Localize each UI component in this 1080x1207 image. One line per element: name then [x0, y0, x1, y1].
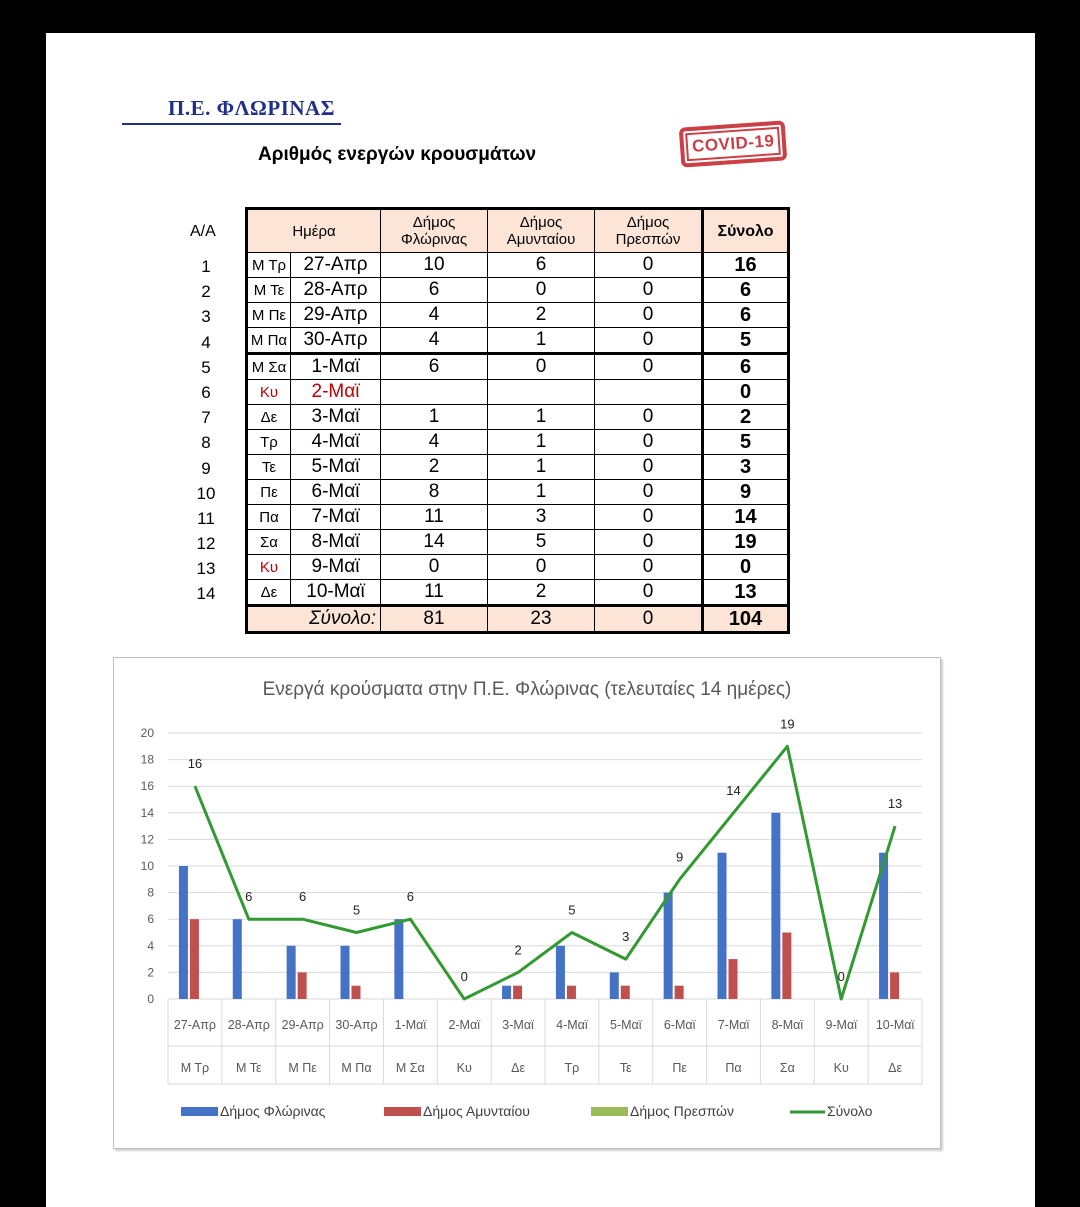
table-row — [247, 530, 789, 555]
region-title: Π.Ε. ΦΛΩΡΙΝΑΣ — [122, 96, 341, 125]
row-date: 1-Μαϊ — [291, 354, 381, 380]
aa-number: 4 — [201, 332, 211, 352]
x-tick-day-label: Μ Πα — [341, 1061, 372, 1075]
row-amyntaio: 0 — [488, 354, 595, 380]
y-tick-label: 6 — [147, 912, 154, 927]
x-tick-label: 7-Μαϊ — [717, 1018, 750, 1032]
y-tick-label: 14 — [140, 805, 154, 820]
bar-florina — [394, 919, 403, 999]
row-amyntaio: 1 — [488, 430, 595, 455]
row-florina: 4 — [381, 303, 488, 328]
aa-number: 6 — [201, 382, 211, 402]
row-total: 13 — [703, 580, 789, 606]
row-prespes: 0 — [595, 303, 703, 328]
x-tick-day-label: Τρ — [564, 1061, 580, 1075]
table-row — [247, 505, 789, 530]
bar-florina — [341, 946, 350, 999]
bar-amyntaio — [190, 919, 199, 999]
row-date: 7-Μαϊ — [291, 505, 381, 530]
row-total: 5 — [703, 328, 789, 354]
row-prespes: 0 — [595, 505, 703, 530]
bar-amyntaio — [675, 986, 684, 999]
row-florina: 6 — [381, 278, 488, 303]
table-row — [247, 580, 789, 606]
row-prespes: 0 — [595, 354, 703, 380]
row-date: 29-Απρ — [291, 303, 381, 328]
row-amyntaio: 1 — [488, 328, 595, 354]
table-subtitle: Αριθμός ενεργών κρουσμάτων — [258, 144, 537, 165]
row-amyntaio: 2 — [488, 303, 595, 328]
header-florina: Δήμος Φλώρινας — [381, 209, 488, 253]
row-prespes: 0 — [595, 530, 703, 555]
total-florina: 81 — [381, 606, 488, 633]
chart-title: Ενεργά κρούσματα στην Π.Ε. Φλώρινας (τελευταίες 14 ημέρες) — [262, 679, 792, 700]
row-date: 9-Μαϊ — [291, 555, 381, 580]
x-tick-label: 30-Απρ — [335, 1018, 378, 1032]
row-prespes — [595, 380, 703, 405]
total-data-label: 13 — [887, 796, 903, 812]
header-prespes: Δήμος Πρεσπών — [595, 209, 703, 253]
total-data-label: 6 — [406, 889, 414, 905]
row-florina: 11 — [381, 580, 488, 606]
table-row — [247, 328, 789, 354]
table-row — [247, 405, 789, 430]
bar-florina — [610, 972, 619, 999]
x-tick-day-label: Πα — [725, 1061, 742, 1075]
row-florina: 10 — [381, 253, 488, 278]
row-florina: 4 — [381, 328, 488, 354]
total-amyntaio: 23 — [488, 606, 595, 633]
row-florina: 6 — [381, 354, 488, 380]
row-prespes: 0 — [595, 328, 703, 354]
totals-label: Σύνολο: — [247, 606, 381, 633]
row-florina: 8 — [381, 480, 488, 505]
x-tick-day-label: Κυ — [456, 1061, 472, 1075]
row-day: Δε — [247, 580, 291, 606]
x-tick-label: 1-Μαϊ — [394, 1018, 427, 1032]
x-tick-day-label: Κυ — [833, 1061, 849, 1075]
grand-total: 104 — [703, 606, 789, 633]
total-data-label: 6 — [299, 889, 307, 905]
x-tick-day-label: Μ Πε — [288, 1061, 317, 1075]
row-total: 6 — [703, 278, 789, 303]
aa-number: 10 — [196, 483, 216, 503]
legend-label: Σύνολο — [827, 1103, 873, 1119]
total-data-label: 9 — [676, 849, 684, 865]
row-date: 8-Μαϊ — [291, 530, 381, 555]
row-day: Δε — [247, 405, 291, 430]
row-florina: 11 — [381, 505, 488, 530]
bar-amyntaio — [352, 986, 361, 999]
row-date: 30-Απρ — [291, 328, 381, 354]
bar-florina — [179, 866, 188, 999]
x-tick-label: 2-Μαϊ — [448, 1018, 480, 1032]
x-tick-label: 27-Απρ — [173, 1018, 216, 1032]
bar-florina — [287, 946, 296, 999]
row-amyntaio: 3 — [488, 505, 595, 530]
row-day: Μ Τε — [247, 278, 291, 303]
bar-florina — [664, 893, 673, 999]
aa-number: 2 — [201, 282, 211, 302]
table-row — [247, 555, 789, 580]
y-tick-label: 12 — [140, 832, 154, 847]
row-day: Κυ — [247, 380, 291, 405]
x-tick-label: 8-Μαϊ — [771, 1018, 804, 1032]
row-date: 4-Μαϊ — [291, 430, 381, 455]
legend-label: Δήμος Πρεσπών — [630, 1103, 734, 1119]
x-tick-day-label: Μ Τε — [236, 1061, 262, 1075]
aa-number: 14 — [196, 584, 216, 604]
row-date: 5-Μαϊ — [291, 455, 381, 480]
x-tick-label: 28-Απρ — [227, 1018, 270, 1032]
row-florina: 2 — [381, 455, 488, 480]
row-florina: 0 — [381, 555, 488, 580]
bar-florina — [771, 813, 780, 999]
x-tick-day-label: Πε — [672, 1061, 687, 1075]
row-prespes: 0 — [595, 455, 703, 480]
row-prespes: 0 — [595, 555, 703, 580]
total-data-label: 2 — [514, 942, 522, 958]
y-tick-label: 2 — [147, 965, 154, 980]
aa-number: 7 — [201, 408, 211, 428]
x-tick-day-label: Σα — [779, 1061, 795, 1075]
bar-amyntaio — [567, 986, 576, 999]
row-amyntaio: 1 — [488, 455, 595, 480]
row-day: Πε — [247, 480, 291, 505]
row-day: Μ Πα — [247, 328, 291, 354]
row-total: 9 — [703, 480, 789, 505]
aa-number: 9 — [201, 458, 211, 478]
table-row — [247, 455, 789, 480]
y-tick-label: 0 — [147, 992, 154, 1006]
y-tick-label: 4 — [147, 938, 154, 953]
x-tick-day-label: Μ Σα — [395, 1061, 425, 1075]
bar-florina — [556, 946, 565, 999]
row-total: 6 — [703, 303, 789, 328]
row-florina — [381, 380, 488, 405]
legend-swatch — [591, 1107, 628, 1116]
row-total: 0 — [703, 555, 789, 580]
legend-swatch — [181, 1107, 218, 1116]
cases-chart — [113, 657, 941, 1149]
row-total: 19 — [703, 530, 789, 555]
row-prespes: 0 — [595, 430, 703, 455]
table-row — [247, 480, 789, 505]
aa-number: 8 — [201, 433, 211, 453]
row-day: Τρ — [247, 430, 291, 455]
bar-amyntaio — [621, 986, 630, 999]
row-amyntaio: 1 — [488, 405, 595, 430]
table-row — [247, 430, 789, 455]
x-tick-label: 10-Μαϊ — [875, 1018, 915, 1032]
aa-number: 5 — [201, 357, 211, 377]
row-total: 2 — [703, 405, 789, 430]
table-row — [247, 253, 789, 278]
aa-number: 11 — [197, 508, 215, 528]
y-tick-label: 18 — [140, 752, 154, 767]
row-date: 3-Μαϊ — [291, 405, 381, 430]
cases-table — [245, 207, 790, 634]
aa-number: 3 — [201, 307, 211, 327]
row-florina: 4 — [381, 430, 488, 455]
row-prespes: 0 — [595, 480, 703, 505]
total-data-label: 3 — [622, 929, 630, 945]
row-prespes: 0 — [595, 253, 703, 278]
total-data-label: 0 — [837, 969, 845, 984]
total-data-label: 5 — [568, 902, 576, 918]
y-tick-label: 10 — [140, 859, 154, 873]
row-amyntaio: 5 — [488, 530, 595, 555]
x-tick-label: 29-Απρ — [281, 1018, 324, 1032]
total-data-label: 6 — [245, 889, 253, 905]
row-total: 5 — [703, 430, 789, 455]
legend-label: Δήμος Φλώρινας — [220, 1103, 326, 1119]
x-tick-label: 9-Μαϊ — [825, 1018, 857, 1032]
row-day: Κυ — [247, 555, 291, 580]
row-day: Πα — [247, 505, 291, 530]
bar-amyntaio — [729, 959, 738, 999]
row-day: Τε — [247, 455, 291, 480]
header-amyntaio: Δήμος Αμυνταίου — [488, 209, 595, 253]
row-day: Μ Σα — [247, 354, 291, 380]
total-data-label: 5 — [352, 902, 361, 918]
row-day: Σα — [247, 530, 291, 555]
x-tick-day-label: Δε — [511, 1061, 526, 1075]
row-amyntaio: 6 — [488, 253, 595, 278]
totals-row — [247, 606, 789, 633]
bar-florina — [718, 853, 727, 999]
header-total: Σύνολο — [703, 209, 789, 253]
bar-amyntaio — [298, 972, 307, 999]
bar-florina — [502, 986, 511, 999]
chart-svg — [114, 658, 940, 1148]
aa-header: Α/Α — [190, 223, 216, 240]
row-prespes: 0 — [595, 405, 703, 430]
row-prespes: 0 — [595, 278, 703, 303]
total-data-label: 14 — [726, 782, 741, 798]
legend-label: Δήμος Αμυνταίου — [423, 1103, 530, 1119]
legend-swatch — [384, 1107, 421, 1116]
y-tick-label: 20 — [140, 726, 154, 740]
row-total: 0 — [703, 380, 789, 405]
header-day: Ημέρα — [247, 209, 381, 253]
table-row — [247, 303, 789, 328]
y-tick-label: 16 — [140, 779, 154, 794]
row-amyntaio: 2 — [488, 580, 595, 606]
table-row — [247, 380, 789, 405]
x-tick-day-label: Τε — [619, 1061, 632, 1075]
aa-number: 12 — [196, 534, 216, 554]
bar-amyntaio — [782, 933, 791, 1000]
row-amyntaio — [488, 380, 595, 405]
row-florina: 1 — [381, 405, 488, 430]
row-total: 16 — [703, 253, 789, 278]
row-amyntaio: 1 — [488, 480, 595, 505]
row-day: Μ Πε — [247, 303, 291, 328]
row-date: 10-Μαϊ — [291, 580, 381, 606]
x-tick-label: 5-Μαϊ — [610, 1018, 642, 1032]
table-row — [247, 278, 789, 303]
x-tick-label: 3-Μαϊ — [502, 1018, 534, 1032]
aa-number: 1 — [201, 257, 211, 276]
row-total: 14 — [703, 505, 789, 530]
row-date: 6-Μαϊ — [291, 480, 381, 505]
x-tick-day-label: Δε — [888, 1061, 903, 1075]
x-tick-label: 6-Μαϊ — [663, 1018, 696, 1032]
aa-number: 13 — [196, 559, 216, 579]
row-florina: 14 — [381, 530, 488, 555]
x-tick-label: 4-Μαϊ — [556, 1018, 588, 1032]
bar-florina — [233, 919, 242, 999]
total-data-label: 0 — [460, 969, 468, 984]
aa-column — [180, 254, 232, 607]
total-prespes: 0 — [595, 606, 703, 633]
total-data-label: 19 — [780, 716, 795, 732]
covid-stamp: COVID-19 — [679, 120, 788, 167]
row-total: 3 — [703, 455, 789, 480]
y-tick-label: 8 — [147, 885, 154, 900]
row-amyntaio: 0 — [488, 278, 595, 303]
x-tick-day-label: Μ Τρ — [180, 1061, 210, 1075]
row-day: Μ Τρ — [247, 253, 291, 278]
row-date: 2-Μαϊ — [291, 380, 381, 405]
table-row — [247, 354, 789, 380]
bar-amyntaio — [890, 972, 899, 999]
row-total: 6 — [703, 354, 789, 380]
bar-amyntaio — [513, 986, 522, 999]
row-amyntaio: 0 — [488, 555, 595, 580]
row-date: 27-Απρ — [291, 253, 381, 278]
total-data-label: 16 — [187, 756, 203, 772]
row-date: 28-Απρ — [291, 278, 381, 303]
row-prespes: 0 — [595, 580, 703, 606]
